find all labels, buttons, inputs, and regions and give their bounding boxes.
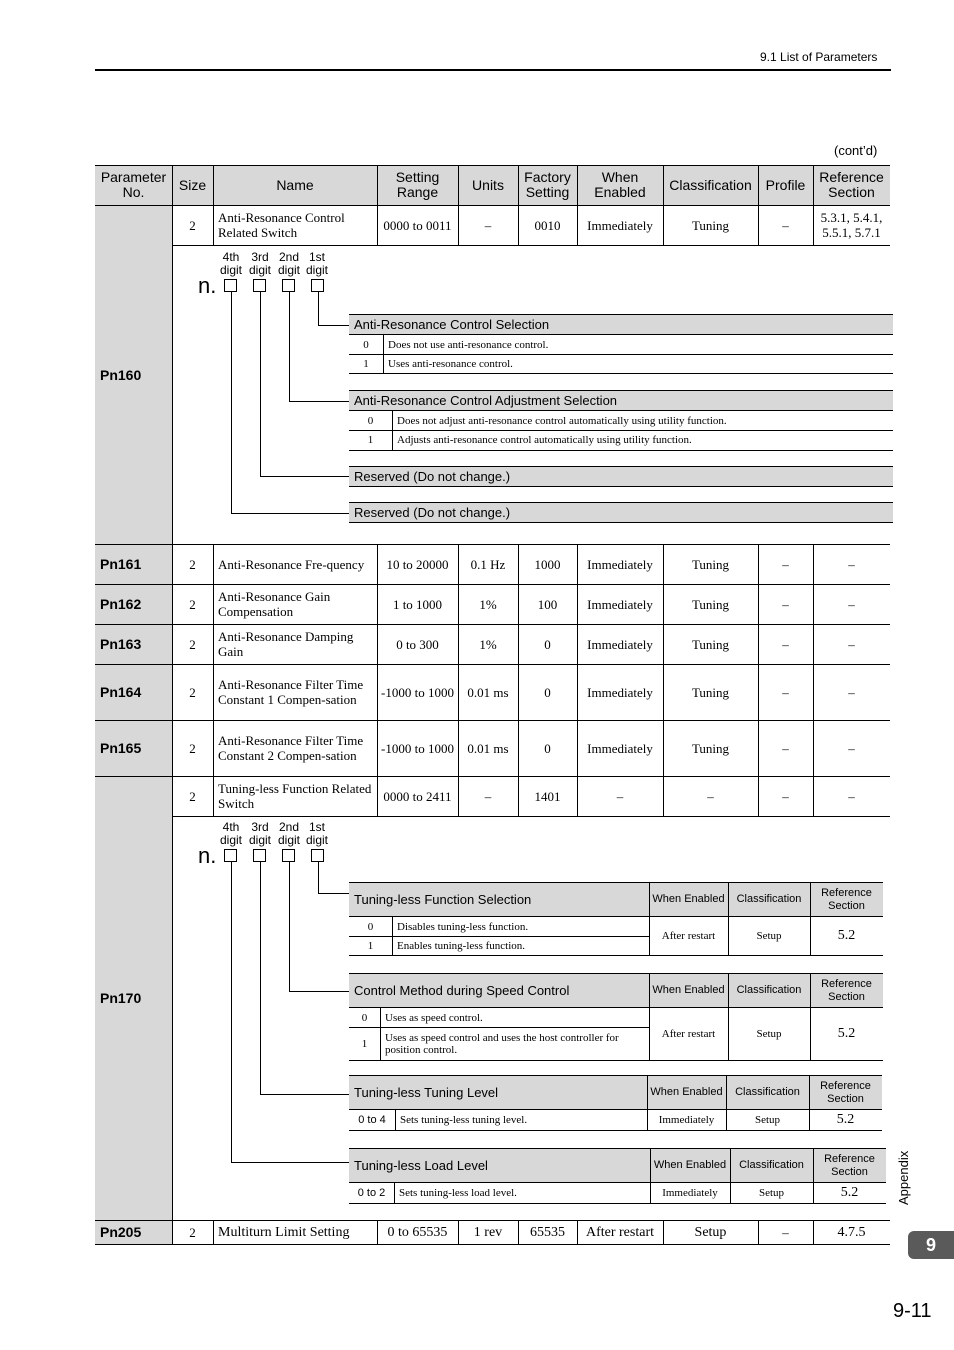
pn163-when: Immediately (587, 636, 653, 652)
pn162-when: Immediately (587, 596, 653, 612)
pn170-sel4-h-when: When Enabled (650, 1148, 730, 1183)
pn164-units: 0.01 ms (467, 684, 509, 700)
pn162-name: Anti-Resonance Gain Compensation (218, 589, 331, 619)
pn170-sel4-when: Immediately (662, 1187, 718, 1199)
pn160-when: Immediately (587, 217, 653, 233)
pn164-when: Immediately (587, 684, 653, 700)
pn164-no: Pn164 (95, 664, 172, 720)
pn170-sel2-h-class: Classification (728, 973, 810, 1008)
pn170-sel2-class: Setup (756, 1028, 782, 1040)
digit-box (311, 849, 324, 862)
pn163-name: Anti-Resonance Damping Gain (218, 629, 354, 659)
pn170-sel1-r0-val: Disables tuning-less function. (397, 920, 529, 933)
pn170-ref: – (848, 788, 855, 804)
digit-label-1st: 1st digit (305, 820, 328, 847)
pn160-sel2-r1-val: Adjusts anti-resonance control automatically using utility function. (397, 433, 692, 446)
pn161-class: Tuning (691, 556, 730, 572)
pn160-sel3-title: Reserved (Do not change.) (349, 466, 893, 487)
pn162-class: Tuning (691, 596, 730, 612)
pn164-size: 2 (189, 684, 196, 700)
header-rule (95, 69, 891, 71)
pn170-sel1-r1-val: Enables tuning-less function. (397, 939, 526, 952)
pn161-factory: 1000 (534, 556, 561, 572)
pn170-sel1-r0-key: 0 (367, 920, 374, 933)
contd-label: (cont’d) (834, 143, 878, 158)
pn170-sel3-h-class: Classification (726, 1075, 809, 1110)
pn170-sel2-r1-key: 1 (361, 1037, 368, 1050)
pn170-sel4-h-ref: Reference Section (813, 1148, 886, 1183)
digit-box (282, 279, 295, 292)
pn205-units: 1 rev (473, 1224, 503, 1240)
digit-label-2nd: 2nd digit (277, 820, 300, 847)
col-when: When Enabled (577, 165, 663, 205)
pn170-sel2-h-ref: Reference Section (810, 973, 883, 1008)
pn160-size: 2 (189, 217, 196, 233)
pn161-range: 10 to 20000 (386, 556, 449, 572)
pn161-ref: – (848, 556, 855, 572)
pn170-sel4-title: Tuning-less Load Level (349, 1148, 650, 1183)
pn160-ref: 5.3.1, 5.4.1, 5.5.1, 5.7.1 (820, 210, 883, 240)
pn164-profile: – (782, 684, 789, 700)
pn163-ref: – (848, 636, 855, 652)
pn160-sel2-r1-key: 1 (367, 433, 374, 446)
pn170-sel3-when: Immediately (658, 1114, 715, 1126)
pn160-sel2-r0-val: Does not adjust anti-resonance control automatically using utility function. (397, 414, 727, 427)
digit-label-2nd: 2nd digit (277, 250, 300, 277)
pn160-profile: – (782, 217, 789, 233)
pn170-sel1-h-when: When Enabled (649, 882, 728, 917)
pn163-class: Tuning (691, 636, 730, 652)
col-class: Classification (663, 165, 758, 205)
pn170-sel1-h-ref: Reference Section (810, 882, 883, 917)
pn160-range: 0000 to 0011 (383, 217, 452, 233)
pn205-ref: 4.7.5 (837, 1224, 866, 1240)
pn164-name: Anti-Resonance Filter Time Constant 1 Compen-sation (218, 677, 364, 707)
pn160-sel1-r1-key: 1 (363, 357, 369, 370)
pn162-size: 2 (189, 596, 196, 612)
pn205-factory: 65535 (530, 1224, 565, 1240)
pn170-no: Pn170 (95, 776, 172, 1220)
pn170-sel4-ref: 5.2 (840, 1185, 859, 1200)
pn160-name: Anti-Resonance Control Related Switch (218, 210, 345, 240)
digit-box (311, 279, 324, 292)
pn165-factory: 0 (544, 740, 551, 756)
pn160-sel1-r0-key: 0 (363, 338, 369, 351)
pn165-class: Tuning (691, 740, 730, 756)
pn170-sel1-when: After restart (661, 930, 716, 942)
pn170-sel2-when: After restart (661, 1028, 716, 1040)
n-prefix: n. (198, 843, 217, 868)
pn165-range: -1000 to 1000 (381, 740, 454, 756)
pn170-sel2-r0-key: 0 (361, 1011, 368, 1024)
pn170-sel2-r1-val: Uses as speed control and uses the host controller for position control. (385, 1031, 619, 1056)
pn170-sel1-ref: 5.2 (837, 928, 856, 943)
pn165-name: Anti-Resonance Filter Time Constant 2 Compen-sation (218, 733, 364, 763)
pn170-class: – (707, 788, 714, 804)
pn162-units: 1% (479, 596, 497, 612)
pn160-sel1-title: Anti-Resonance Control Selection (349, 314, 893, 335)
pn164-range: -1000 to 1000 (381, 684, 454, 700)
pn160-sel1-r1-val: Uses anti-resonance control. (388, 357, 513, 370)
digit-label-3rd: 3rd digit (248, 250, 271, 277)
pn164-factory: 0 (544, 684, 551, 700)
pn160-sel4-title: Reserved (Do not change.) (349, 502, 893, 523)
digit-box (282, 849, 295, 862)
n-prefix: n. (198, 273, 217, 298)
pn170-when: – (616, 788, 624, 804)
pn162-range: 1 to 1000 (392, 596, 443, 612)
pn165-ref: – (848, 740, 855, 756)
digit-label-1st: 1st digit (305, 250, 328, 277)
pn160-class: Tuning (691, 217, 730, 233)
pn170-range: 0000 to 2411 (383, 788, 452, 804)
pn170-sel1-title: Tuning-less Function Selection (349, 882, 649, 917)
pn160-no: Pn160 (95, 205, 172, 544)
col-profile: Profile (758, 165, 813, 205)
col-ref: Reference Section (813, 165, 890, 205)
digit-box (253, 849, 266, 862)
col-factory: Factory Setting (518, 165, 577, 205)
pn161-no: Pn161 (95, 544, 172, 584)
pn170-sel4-class: Setup (758, 1187, 785, 1199)
pn170-sel3-r0-key: 0 to 4 (358, 1114, 386, 1126)
pn165-when: Immediately (587, 740, 653, 756)
pn205-name: Multiturn Limit Setting (218, 1224, 350, 1240)
pn162-factory: 100 (537, 596, 558, 612)
pn161-when: Immediately (587, 556, 653, 572)
pn205-class: Setup (694, 1224, 727, 1240)
pn170-size: 2 (189, 788, 196, 804)
pn170-sel2-r0-val: Uses as speed control. (385, 1011, 483, 1024)
pn170-name: Tuning-less Function Related Switch (218, 781, 372, 811)
digit-label-3rd: 3rd digit (248, 820, 271, 847)
pn163-profile: – (782, 636, 789, 652)
pn205-when: After restart (585, 1224, 655, 1240)
pn170-sel3-title: Tuning-less Tuning Level (349, 1075, 647, 1110)
pn160-sel2-r0-key: 0 (367, 414, 374, 427)
pn164-class: Tuning (691, 684, 730, 700)
section-header: 9.1 List of Parameters (760, 50, 878, 64)
pn160-factory: 0010 (534, 217, 561, 233)
pn165-size: 2 (189, 740, 196, 756)
pn161-name: Anti-Resonance Fre-quency (218, 556, 365, 572)
pn163-factory: 0 (544, 636, 551, 652)
pn160-units: – (484, 217, 492, 233)
pn160-sel1-r0-val: Does not use anti-resonance control. (388, 338, 549, 351)
pn170-sel3-class: Setup (754, 1114, 781, 1126)
digit-label-4th: 4th digit (219, 820, 242, 847)
pn163-no: Pn163 (95, 624, 172, 664)
pn170-sel4-r0-val: Sets tuning-less load level. (399, 1187, 517, 1199)
pn170-sel2-title: Control Method during Speed Control (349, 973, 649, 1008)
pn163-units: 1% (479, 636, 497, 652)
col-range: Setting Range (377, 165, 458, 205)
pn170-sel1-class: Setup (756, 930, 782, 942)
pn205-no: Pn205 (95, 1220, 172, 1244)
pn170-sel4-h-class: Classification (730, 1148, 813, 1183)
col-size: Size (172, 165, 213, 205)
pn161-profile: – (782, 556, 789, 572)
pn170-factory: 1401 (534, 788, 561, 804)
pn164-ref: – (848, 684, 855, 700)
pn170-sel3-h-when: When Enabled (647, 1075, 726, 1110)
pn205-range: 0 to 65535 (387, 1224, 448, 1240)
digit-box (224, 279, 237, 292)
col-units: Units (458, 165, 518, 205)
pn170-sel4-r0-key: 0 to 2 (357, 1187, 386, 1199)
pn162-no: Pn162 (95, 584, 172, 624)
pn205-size: 2 (189, 1224, 196, 1240)
col-name: Name (213, 165, 377, 205)
pn163-size: 2 (189, 636, 196, 652)
pn162-ref: – (848, 596, 855, 612)
pn170-sel3-r0-val: Sets tuning-less tuning level. (400, 1114, 528, 1126)
pn163-range: 0 to 300 (396, 636, 439, 652)
pn170-profile: – (782, 788, 789, 804)
pn170-sel3-h-ref: Reference Section (809, 1075, 882, 1110)
pn170-sel3-ref: 5.2 (836, 1112, 855, 1127)
digit-box (224, 849, 237, 862)
pn162-profile: – (782, 596, 789, 612)
pn205-profile: – (782, 1224, 789, 1240)
pn170-sel1-r1-key: 1 (367, 939, 374, 952)
chapter-tab: 9 (908, 1231, 954, 1259)
col-param: Parameter No. (95, 165, 172, 205)
digit-label-4th: 4th digit (219, 250, 242, 277)
pn165-profile: – (782, 740, 789, 756)
pn170-units: – (484, 788, 492, 804)
pn170-sel1-h-class: Classification (728, 882, 810, 917)
page-number: 9-11 (893, 1300, 932, 1322)
pn170-sel2-ref: 5.2 (837, 1026, 856, 1041)
pn161-units: 0.1 Hz (470, 556, 506, 572)
digit-box (253, 279, 266, 292)
pn170-sel2-h-when: When Enabled (649, 973, 728, 1008)
pn161-size: 2 (189, 556, 196, 572)
pn165-units: 0.01 ms (467, 740, 509, 756)
appendix-side-label: Appendix (896, 1150, 911, 1205)
pn160-sel2-title: Anti-Resonance Control Adjustment Selection (349, 390, 893, 411)
pn165-no: Pn165 (95, 720, 172, 776)
